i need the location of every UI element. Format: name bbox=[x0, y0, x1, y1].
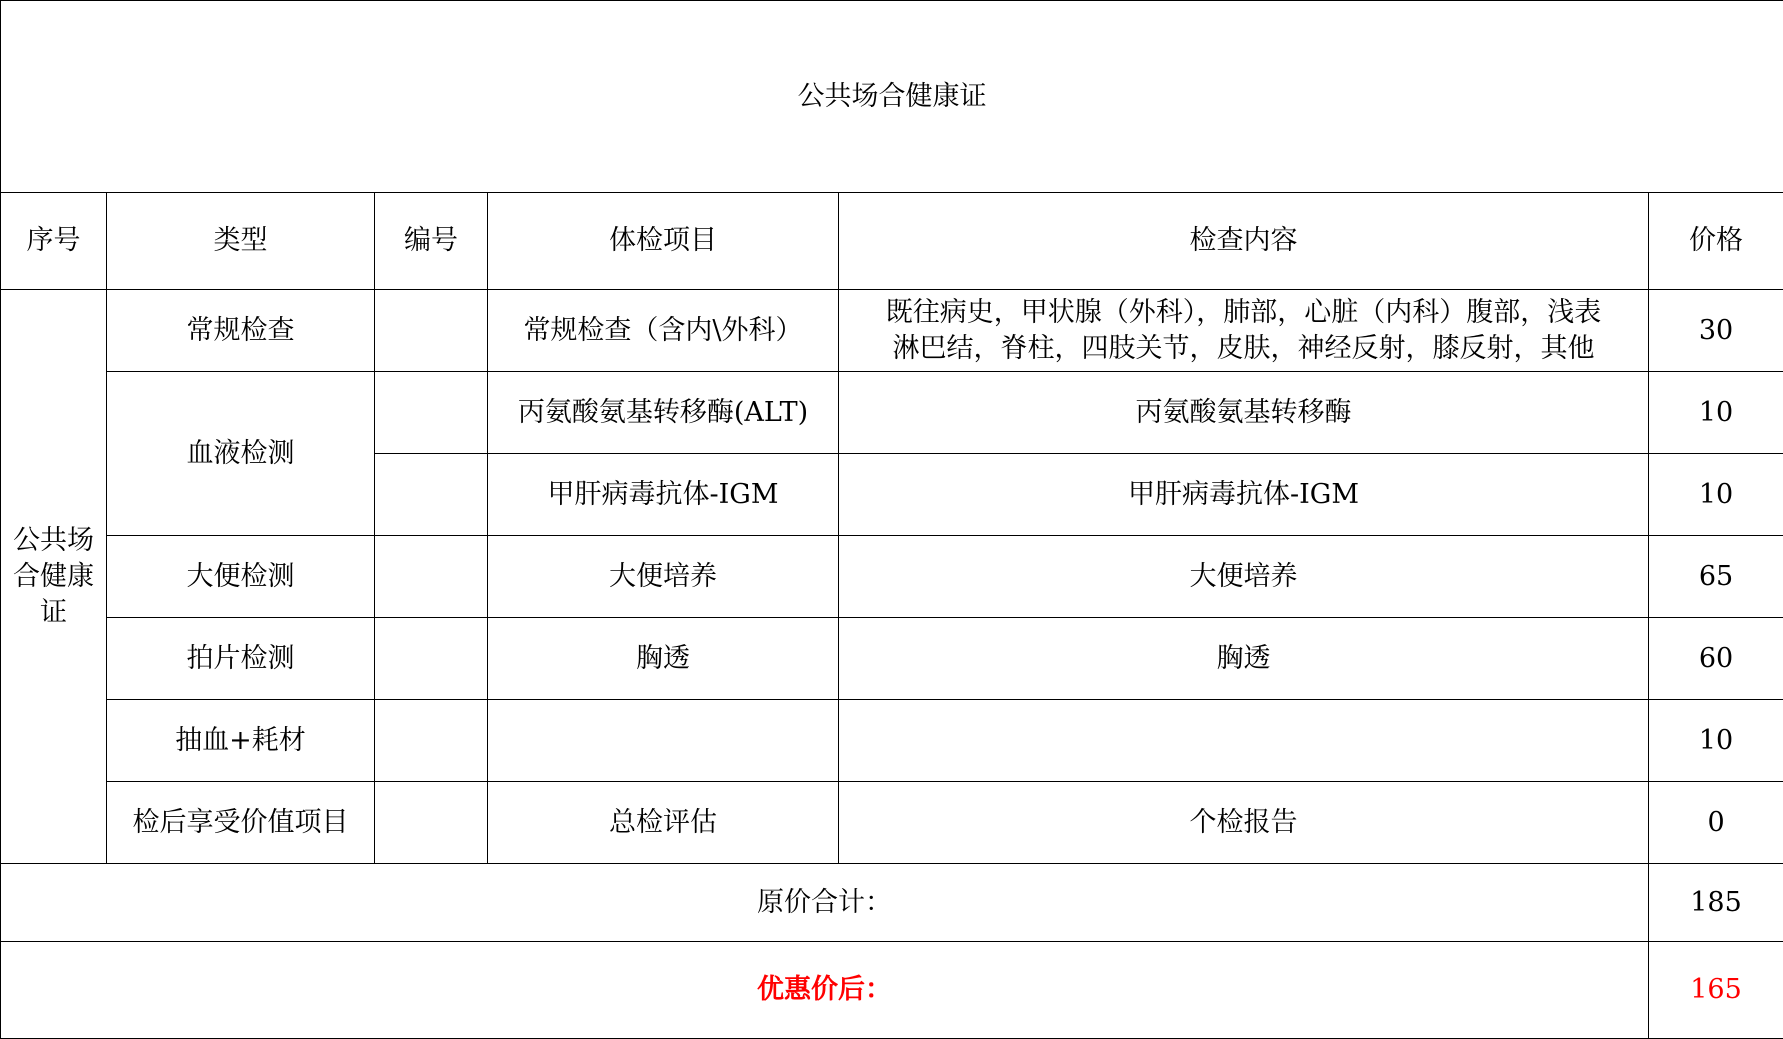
row-content-line: 既往病史，甲状腺（外科），肺部，心脏（内科）腹部，浅表 bbox=[839, 295, 1648, 331]
row-code bbox=[375, 700, 488, 782]
row-code bbox=[375, 782, 488, 864]
total-label: 原价合计： bbox=[1, 864, 1649, 942]
header-type: 类型 bbox=[107, 193, 375, 290]
row-content bbox=[839, 700, 1649, 782]
sheet-title: 公共场合健康证 bbox=[1, 1, 1783, 193]
row-code bbox=[375, 290, 488, 372]
total-value: 185 bbox=[1649, 864, 1783, 942]
row-item bbox=[488, 700, 839, 782]
row-content bbox=[839, 290, 1649, 372]
row-content: 大便培养 bbox=[839, 536, 1649, 618]
row-type: 拍片检测 bbox=[107, 618, 375, 700]
discount-value: 165 bbox=[1649, 942, 1783, 1039]
row-code bbox=[375, 536, 488, 618]
header-row bbox=[1, 193, 1783, 290]
row-code bbox=[375, 618, 488, 700]
row-item: 总检评估 bbox=[488, 782, 839, 864]
row-price: 0 bbox=[1649, 782, 1783, 864]
row-code bbox=[375, 454, 488, 536]
row-content-line: 淋巴结，脊柱，四肢关节，皮肤，神经反射，膝反射，其他 bbox=[839, 331, 1648, 367]
header-content: 检查内容 bbox=[839, 193, 1649, 290]
header-price: 价格 bbox=[1649, 193, 1783, 290]
row-type: 大便检测 bbox=[107, 536, 375, 618]
row-price: 60 bbox=[1649, 618, 1783, 700]
row-type: 血液检测 bbox=[107, 372, 375, 536]
table-row bbox=[1, 700, 1783, 782]
row-type: 检后享受价值项目 bbox=[107, 782, 375, 864]
table-row bbox=[1, 618, 1783, 700]
row-price: 10 bbox=[1649, 372, 1783, 454]
table-row bbox=[1, 372, 1783, 454]
row-item: 常规检查（含内\外科） bbox=[488, 290, 839, 372]
row-content: 甲肝病毒抗体-IGM bbox=[839, 454, 1649, 536]
header-code: 编号 bbox=[375, 193, 488, 290]
row-code bbox=[375, 372, 488, 454]
discount-row bbox=[1, 942, 1783, 1039]
row-price: 65 bbox=[1649, 536, 1783, 618]
row-item: 甲肝病毒抗体-IGM bbox=[488, 454, 839, 536]
table-row bbox=[1, 782, 1783, 864]
header-item: 体检项目 bbox=[488, 193, 839, 290]
total-row bbox=[1, 864, 1783, 942]
row-item: 胸透 bbox=[488, 618, 839, 700]
row-content: 胸透 bbox=[839, 618, 1649, 700]
row-price: 30 bbox=[1649, 290, 1783, 372]
row-content: 个检报告 bbox=[839, 782, 1649, 864]
row-type: 抽血+耗材 bbox=[107, 700, 375, 782]
table-row bbox=[1, 290, 1783, 372]
row-item: 大便培养 bbox=[488, 536, 839, 618]
table-row bbox=[1, 536, 1783, 618]
row-content: 丙氨酸氨基转移酶 bbox=[839, 372, 1649, 454]
category-cell: 公共场合健康证 bbox=[1, 290, 107, 864]
row-price: 10 bbox=[1649, 700, 1783, 782]
row-type: 常规检查 bbox=[107, 290, 375, 372]
discount-label: 优惠价后： bbox=[1, 942, 1649, 1039]
row-item: 丙氨酸氨基转移酶(ALT) bbox=[488, 372, 839, 454]
header-index: 序号 bbox=[1, 193, 107, 290]
row-price: 10 bbox=[1649, 454, 1783, 536]
